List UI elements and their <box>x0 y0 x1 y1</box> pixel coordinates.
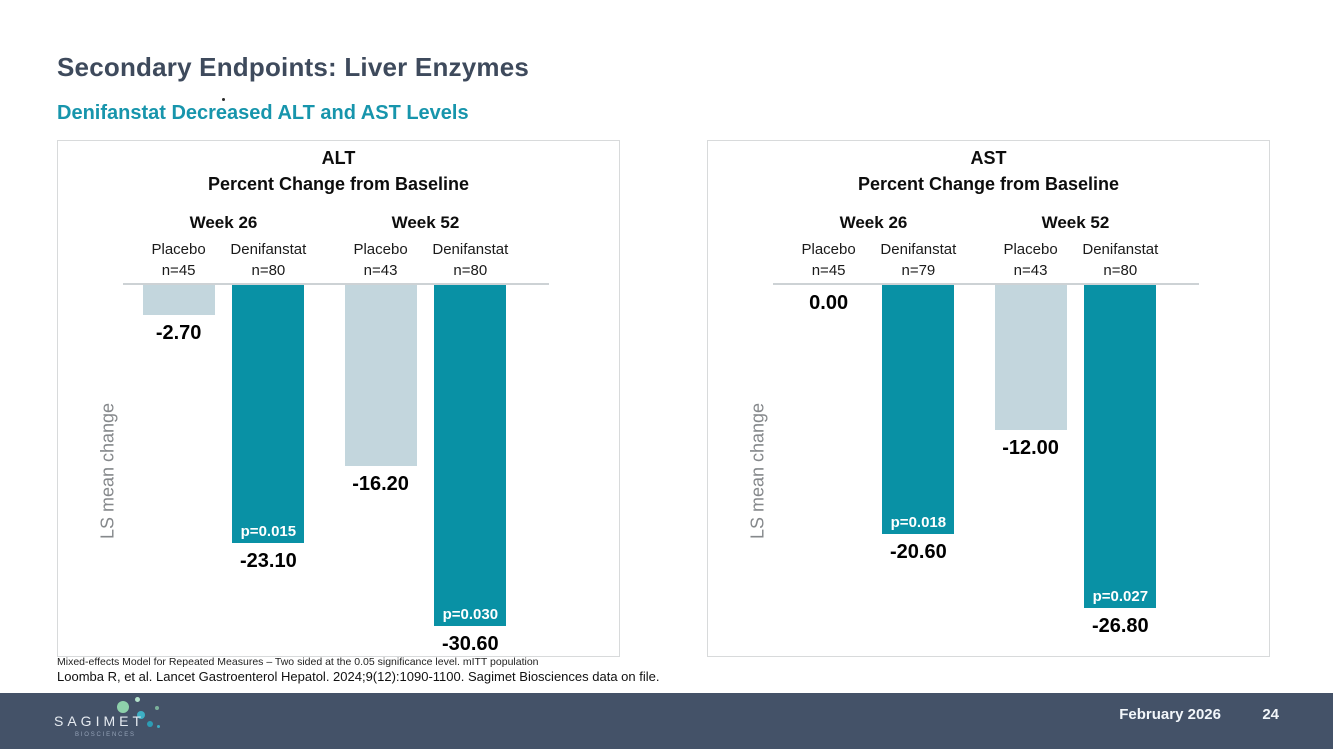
chart-title: ALT <box>321 148 356 168</box>
p-value-label: p=0.018 <box>890 514 947 531</box>
sagimet-logo <box>50 699 200 745</box>
week-group-label: Week 26 <box>189 213 258 232</box>
n-label: n=43 <box>363 262 398 279</box>
chart-subtitle: Percent Change from Baseline <box>207 174 470 194</box>
arm-label: Placebo <box>353 241 408 258</box>
n-label: n=45 <box>811 262 846 279</box>
methodology-footnote: Mixed-effects Model for Repeated Measures – Two sided at the 0.05 significance level. mITT population <box>57 656 539 668</box>
reference-citation: Loomba R, et al. Lancet Gastroenterol Hepatol. 2024;9(12):1090-1100. Sagimet Biosciences data on file. <box>57 669 660 684</box>
n-label: n=79 <box>901 262 936 279</box>
arm-label: Placebo <box>1003 241 1058 258</box>
footer-date: February 2026 <box>1119 706 1221 723</box>
bar-value-label: -16.20 <box>352 473 409 495</box>
week-group-label: Week 52 <box>1041 213 1110 232</box>
alt-chart-panel <box>57 140 620 657</box>
week-group-label: Week 26 <box>839 213 908 232</box>
denifanstat-bar <box>434 285 506 626</box>
bar-value-label: -2.70 <box>155 322 202 344</box>
p-value-label: p=0.027 <box>1092 588 1149 605</box>
bar-value-label: -23.10 <box>240 550 297 572</box>
ast-chart-panel <box>707 140 1270 657</box>
arm-label: Placebo <box>151 241 206 258</box>
n-label: n=80 <box>251 262 286 279</box>
placebo-bar <box>345 285 417 466</box>
page-number: 24 <box>1262 706 1279 723</box>
denifanstat-bar <box>882 285 954 534</box>
logo-dot-icon <box>117 701 129 713</box>
logo-dot-icon <box>135 697 140 702</box>
logo-dot-icon <box>157 725 160 728</box>
logo-dot-icon <box>147 721 153 727</box>
arm-label: Denifanstat <box>880 241 957 258</box>
bar-value-label: -30.60 <box>441 633 499 655</box>
n-label: n=80 <box>453 262 488 279</box>
chart-title: AST <box>970 148 1007 168</box>
arm-label: Denifanstat <box>230 241 307 258</box>
bar-value-label: -26.80 <box>1091 615 1149 637</box>
placebo-bar <box>143 285 215 315</box>
footer-bar <box>0 693 1333 749</box>
n-label: n=80 <box>1103 262 1138 279</box>
y-axis-label: LS mean change <box>97 402 118 540</box>
y-axis-label: LS mean change <box>747 402 768 540</box>
logo-wordmark: SAGIMET <box>54 713 146 729</box>
denifanstat-bar <box>232 285 304 543</box>
n-label: n=43 <box>1013 262 1048 279</box>
placebo-bar <box>995 285 1067 430</box>
logo-subtext: BIOSCIENCES <box>75 732 136 738</box>
logo-dot-icon <box>155 706 159 710</box>
arm-label: Placebo <box>801 241 856 258</box>
p-value-label: p=0.015 <box>240 523 297 540</box>
bar-value-label: -20.60 <box>890 541 947 563</box>
slide-subtitle: Denifanstat Decreased ALT and AST Levels <box>57 102 469 124</box>
denifanstat-bar <box>1084 285 1156 608</box>
arm-label: Denifanstat <box>432 241 509 258</box>
bar-value-label: -12.00 <box>1002 437 1059 459</box>
stray-dot <box>222 98 225 101</box>
arm-label: Denifanstat <box>1082 241 1159 258</box>
chart-subtitle: Percent Change from Baseline <box>857 174 1120 194</box>
week-group-label: Week 52 <box>391 213 460 232</box>
n-label: n=45 <box>161 262 196 279</box>
bar-value-label: 0.00 <box>809 292 849 314</box>
p-value-label: p=0.030 <box>442 606 499 623</box>
page-title: Secondary Endpoints: Liver Enzymes <box>57 52 530 82</box>
